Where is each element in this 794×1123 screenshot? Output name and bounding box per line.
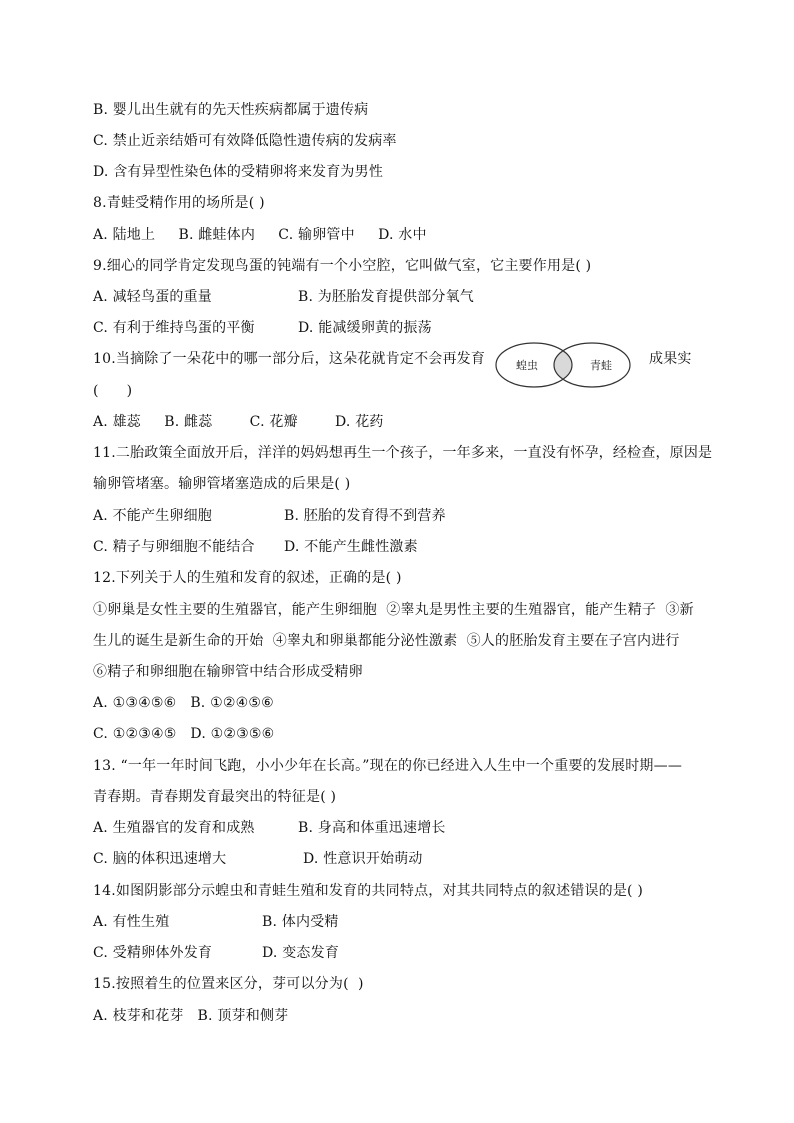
question-12-options-ab: A. ①③④⑤⑥ B. ①②④⑤⑥ bbox=[93, 695, 274, 711]
question-14: 14.如图阴影部分示蝗虫和青蛙生殖和发育的共同特点，对其共同特点的叙述错误的是( ) bbox=[93, 883, 644, 899]
question-9: 9.细心的同学肯定发现鸟蛋的钝端有一个小空腔，它叫做气室，它主要作用是( ) bbox=[93, 258, 592, 274]
question-12-statement-line-3: ⑥精子和卵细胞在输卵管中结合形成受精卵 bbox=[93, 664, 363, 680]
question-9-option-d: D. 能减缓卵黄的振荡 bbox=[298, 320, 432, 336]
question-13-line-1: 13. “一年一年时间飞跑，小小少年在长高。”现在的你已经进入人生中一个重要的发展时期—— bbox=[93, 758, 683, 774]
question-11-option-c: C. 精子与卵细胞不能结合 bbox=[93, 539, 255, 555]
question-8: 8.青蛙受精作用的场所是( ) bbox=[93, 195, 265, 211]
question-9-option-b: B. 为胚胎发育提供部分氧气 bbox=[298, 289, 474, 305]
question-14-option-a: A. 有性生殖 bbox=[93, 914, 170, 930]
question-14-option-d: D. 变态发育 bbox=[262, 945, 340, 961]
option-c-consanguineous: C. 禁止近亲结婚可有效降低隐性遗传病的发病率 bbox=[93, 133, 397, 149]
question-10-answer-paren: ( ) bbox=[93, 383, 133, 399]
option-b-congenital: B. 婴儿出生就有的先天性疾病都属于遗传病 bbox=[93, 102, 369, 118]
question-12-options-cd: C. ①②③④⑤ D. ①②③⑤⑥ bbox=[93, 726, 275, 742]
question-13-line-2: 青春期。青春期发育最突出的特征是( ) bbox=[93, 789, 337, 805]
question-14-option-b: B. 体内受精 bbox=[262, 914, 339, 930]
venn-left-label: 蝗虫 bbox=[516, 359, 538, 372]
question-12: 12.下列关于人的生殖和发育的叙述，正确的是( ) bbox=[93, 570, 402, 586]
question-9-option-c: C. 有利于维持鸟蛋的平衡 bbox=[93, 320, 255, 336]
question-9-option-a: A. 减轻鸟蛋的重量 bbox=[93, 289, 213, 305]
question-10: 10.当摘除了一朵花中的哪一部分后，这朵花就肯定不会再发育 bbox=[93, 351, 486, 367]
question-11-line-1: 11.二胎政策全面放开后，洋洋的妈妈想再生一个孩子，一年多来，一直没有怀孕，经检查，原因是 bbox=[93, 445, 713, 461]
question-11-option-a: A. 不能产生卵细胞 bbox=[93, 508, 213, 524]
question-11-line-2: 输卵管堵塞。输卵管堵塞造成的后果是( ) bbox=[93, 476, 351, 492]
venn-right-label: 青蛙 bbox=[590, 359, 612, 372]
question-13-option-a: A. 生殖器官的发育和成熟 bbox=[93, 820, 255, 836]
question-8-options: A. 陆地上 B. 雌蛙体内 C. 输卵管中 D. 水中 bbox=[93, 227, 427, 243]
question-10-end: 成果实 bbox=[649, 351, 692, 367]
question-12-statement-line-2: 生儿的诞生是新生命的开始 ④睾丸和卵巢都能分泌性激素 ⑤人的胚胎发育主要在子宫内进行 bbox=[93, 633, 680, 649]
question-11-option-d: D. 不能产生雌性激素 bbox=[284, 539, 418, 555]
option-d-chromosome: D. 含有异型性染色体的受精卵将来发育为男性 bbox=[93, 164, 384, 180]
question-13-option-d: D. 性意识开始萌动 bbox=[303, 851, 423, 867]
question-15: 15.按照着生的位置来区分，芽可以分为( ) bbox=[93, 976, 364, 992]
question-15-options: A. 枝芽和花芽 B. 顶芽和侧芽 bbox=[93, 1008, 289, 1024]
question-10-options: A. 雄蕊 B. 雌蕊 C. 花瓣 D. 花药 bbox=[93, 414, 384, 430]
question-13-option-c: C. 脑的体积迅速增大 bbox=[93, 851, 227, 867]
question-11-option-b: B. 胚胎的发育得不到营养 bbox=[284, 508, 446, 524]
question-14-option-c: C. 受精卵体外发育 bbox=[93, 945, 213, 961]
question-13-option-b: B. 身高和体重迅速增长 bbox=[298, 820, 446, 836]
question-12-statement-line-1: ①卵巢是女性主要的生殖器官，能产生卵细胞 ②睾丸是男性主要的生殖器官，能产生精子 ③新 bbox=[93, 602, 694, 618]
venn-diagram bbox=[494, 340, 634, 390]
